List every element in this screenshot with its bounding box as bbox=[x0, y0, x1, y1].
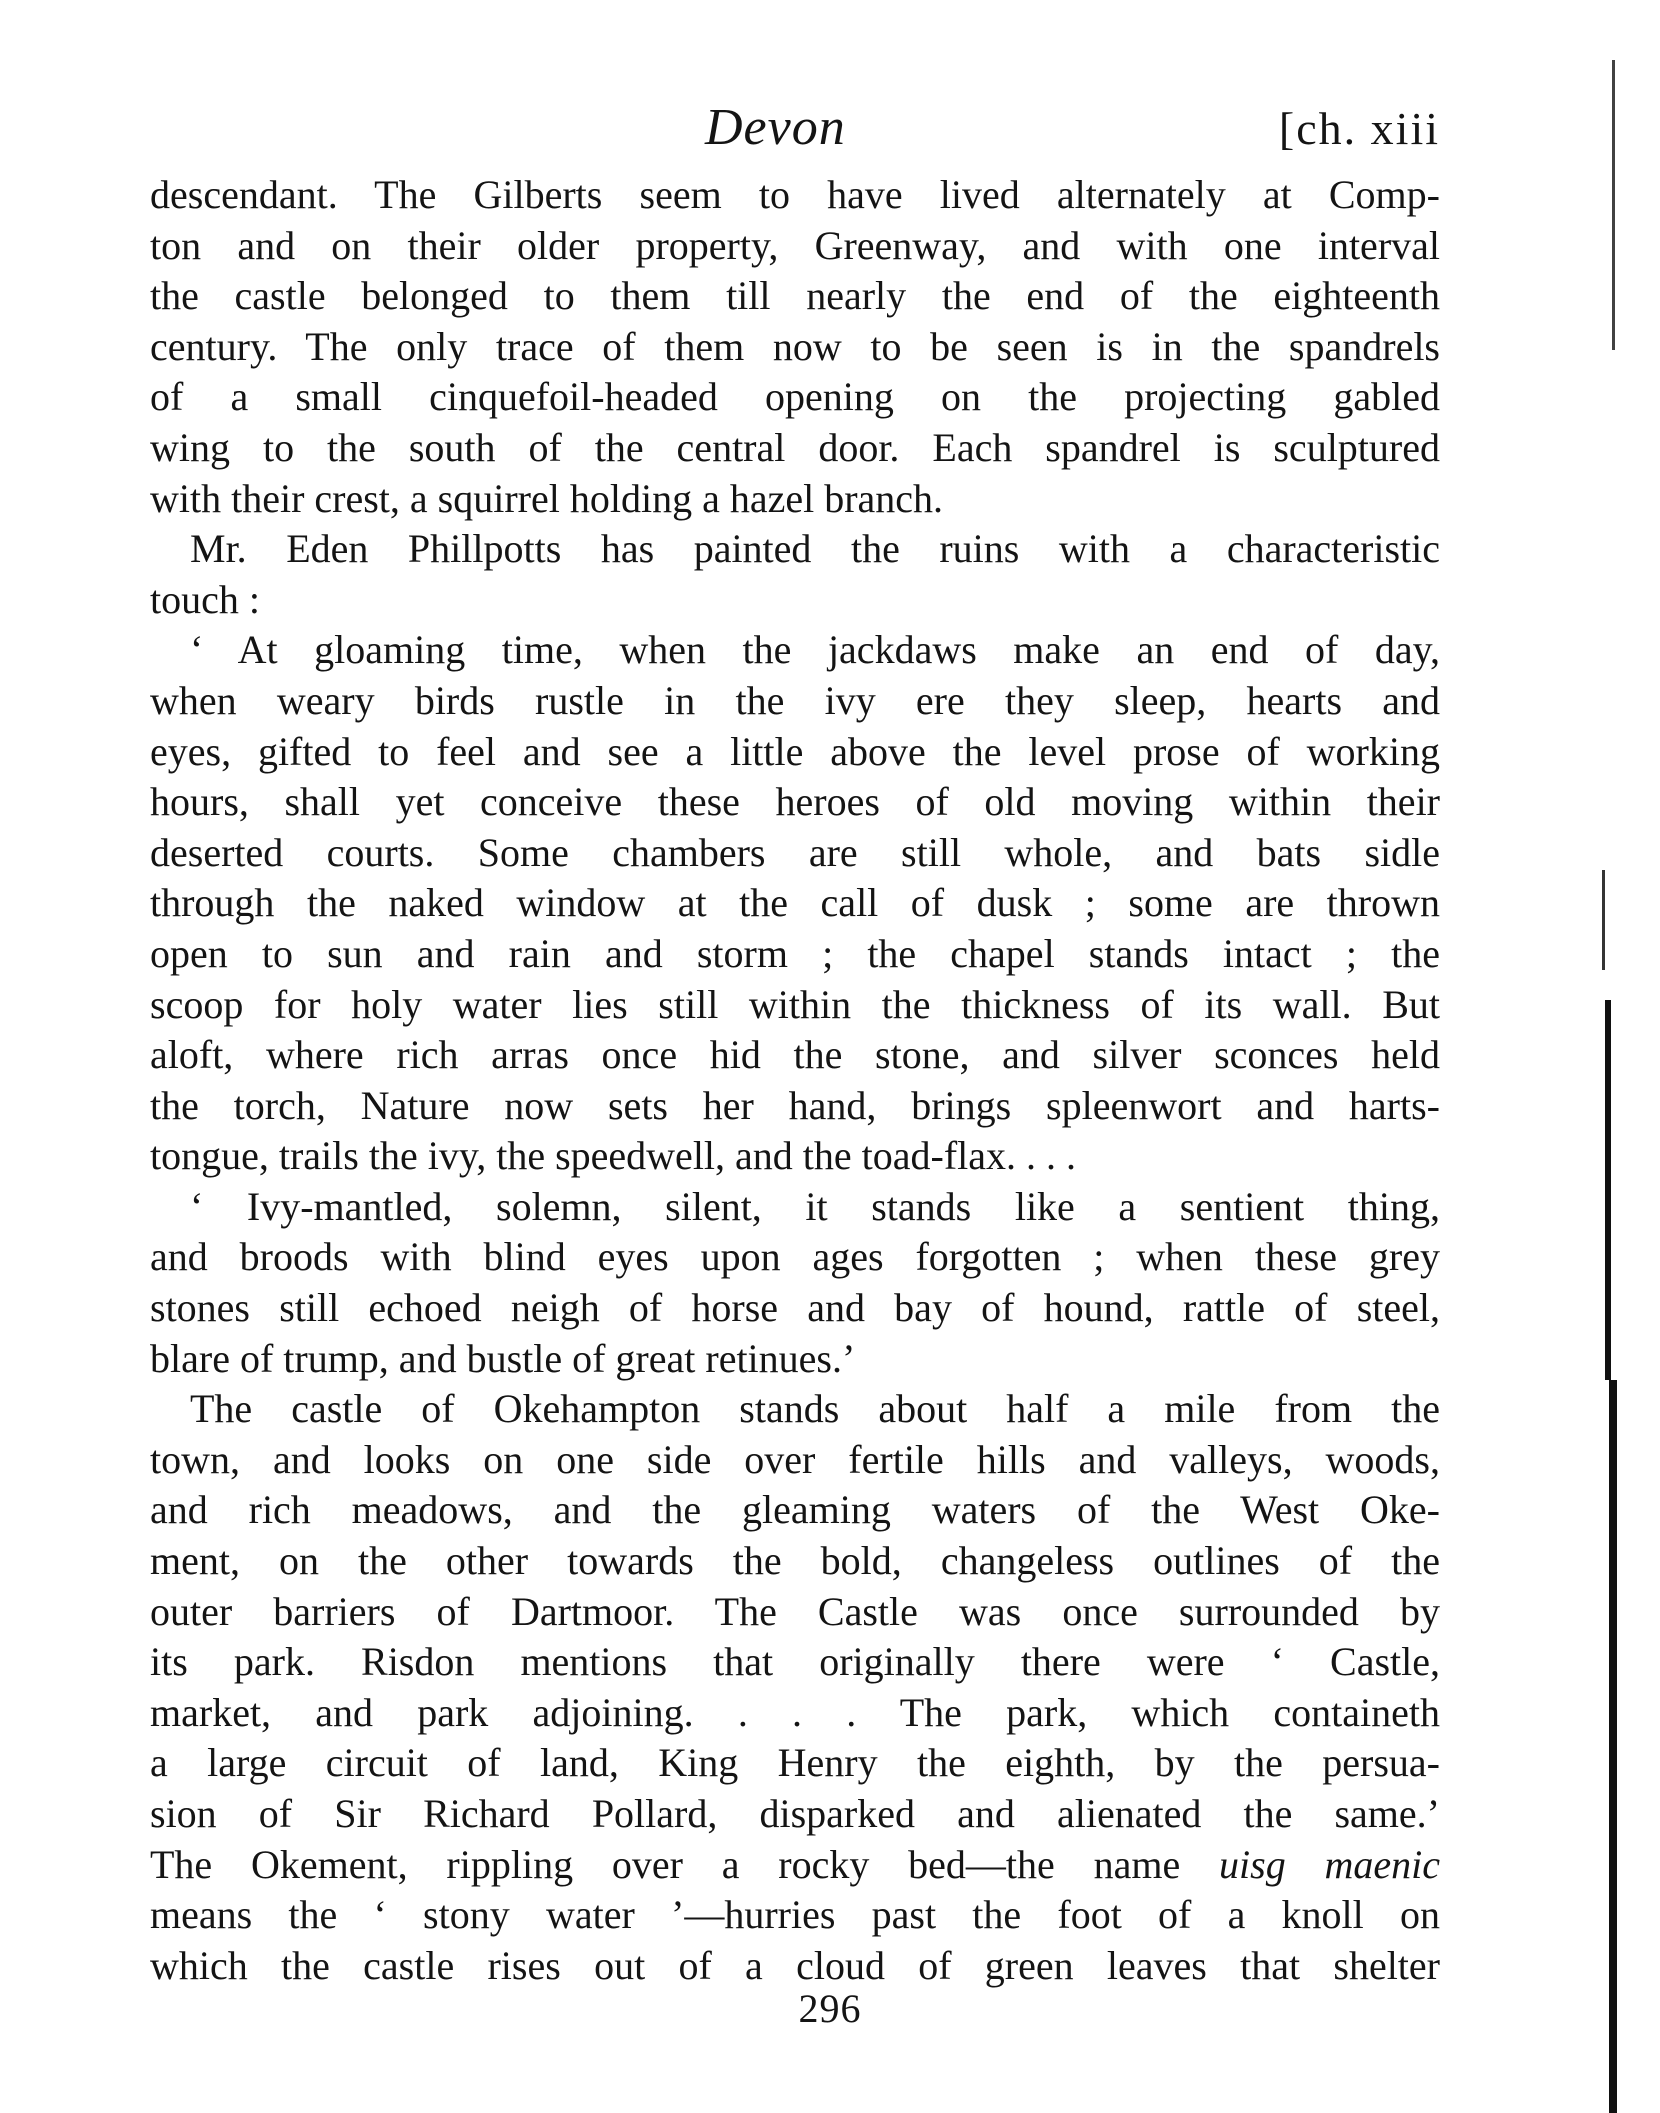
running-header bbox=[150, 98, 1440, 168]
scan-edge-mark bbox=[1609, 1380, 1617, 2113]
text-line: sion of Sir Richard Pollard, disparked and alienated the same.’ bbox=[150, 1791, 1440, 1836]
text-line: when weary birds rustle in the ivy ere they sleep, hearts and bbox=[150, 677, 1440, 723]
scan-edge-mark bbox=[1602, 870, 1605, 970]
text-line: town, and looks on one side over fertile hills and valleys, woods, bbox=[150, 1436, 1440, 1482]
body-text bbox=[150, 170, 1440, 1991]
quotation bbox=[150, 1182, 1440, 1384]
text-line: ‘ Ivy-mantled, solemn, silent, it stands like a sentient thing, bbox=[190, 1183, 1440, 1229]
chapter-reference: [ch. xiii bbox=[1278, 103, 1440, 154]
text-line: blare of trump, and bustle of great retinues.’ bbox=[150, 1335, 856, 1381]
text-line: The castle of Okehampton stands about half a mile from the bbox=[190, 1386, 1440, 1432]
text-line: a large circuit of land, King Henry the eighth, by the persua- bbox=[150, 1740, 1440, 1786]
text-line: open to sun and rain and storm ; the chapel stands intact ; the bbox=[150, 930, 1440, 976]
paragraph bbox=[150, 524, 1440, 625]
text-line: scoop for holy water lies still within the thickness of its wall. But bbox=[150, 981, 1440, 1027]
text-line: means the ‘ stony water ’—hurries past the foot of a knoll on bbox=[150, 1892, 1440, 1938]
scan-edge-mark bbox=[1612, 60, 1615, 350]
text-line: touch : bbox=[150, 576, 260, 622]
text-line: the castle belonged to them till nearly the end of the eighteenth bbox=[150, 273, 1440, 319]
text-line: stones still echoed neigh of horse and bay of hound, rattle of steel, bbox=[150, 1285, 1440, 1331]
paragraph bbox=[150, 170, 1440, 524]
text-line: ‘ At gloaming time, when the jackdaws make an end of day, bbox=[190, 627, 1440, 673]
text-line bbox=[150, 1840, 1440, 1891]
text-line: through the naked window at the call of dusk ; some are thrown bbox=[150, 880, 1440, 926]
scan-edge-mark bbox=[1605, 1000, 1611, 1380]
text-line: hours, shall yet conceive these heroes of old moving within their bbox=[150, 779, 1440, 825]
text-line: of a small cinquefoil-headed opening on the projecting gabled bbox=[150, 374, 1440, 420]
text-line: outer barriers of Dartmoor. The Castle was once surrounded by bbox=[150, 1588, 1440, 1634]
running-title: Devon bbox=[705, 99, 846, 156]
text-line: century. The only trace of them now to be seen is in the spandrels bbox=[150, 323, 1440, 369]
text-fragment: The Okement, rippling over a rocky bed—the name bbox=[150, 1841, 1220, 1887]
italic-term: uisg maenic bbox=[1219, 1841, 1440, 1887]
text-line: ment, on the other towards the bold, changeless outlines of the bbox=[150, 1538, 1440, 1584]
text-line: and rich meadows, and the gleaming waters of the West Oke- bbox=[150, 1487, 1440, 1533]
text-line: eyes, gifted to feel and see a little above the level prose of working bbox=[150, 728, 1440, 774]
text-line: tongue, trails the ivy, the speedwell, and the toad-flax. . . . bbox=[150, 1133, 1077, 1179]
text-line: its park. Risdon mentions that originally there were ‘ Castle, bbox=[150, 1639, 1440, 1685]
text-line: which the castle rises out of a cloud of green leaves that shelter bbox=[150, 1942, 1440, 1988]
quotation bbox=[150, 625, 1440, 1182]
text-line: Mr. Eden Phillpotts has painted the ruins with a characteristic bbox=[190, 526, 1440, 572]
text-line: ton and on their older property, Greenway, and with one interval bbox=[150, 222, 1440, 268]
text-line: deserted courts. Some chambers are still whole, and bats sidle bbox=[150, 829, 1440, 875]
text-line: with their crest, a squirrel holding a hazel branch. bbox=[150, 475, 944, 521]
text-line: and broods with blind eyes upon ages forgotten ; when these grey bbox=[150, 1234, 1440, 1280]
text-line: market, and park adjoining. . . . The park, which containeth bbox=[150, 1689, 1440, 1735]
text-line: wing to the south of the central door. Each spandrel is sculptured bbox=[150, 424, 1440, 470]
page-number: 296 bbox=[798, 1986, 862, 2031]
text-line: descendant. The Gilberts seem to have lived alternately at Comp- bbox=[150, 172, 1440, 217]
paragraph bbox=[150, 1384, 1440, 1991]
text-line: the torch, Nature now sets her hand, brings spleenwort and harts- bbox=[150, 1082, 1440, 1128]
text-line: aloft, where rich arras once hid the stone, and silver sconces held bbox=[150, 1032, 1440, 1078]
